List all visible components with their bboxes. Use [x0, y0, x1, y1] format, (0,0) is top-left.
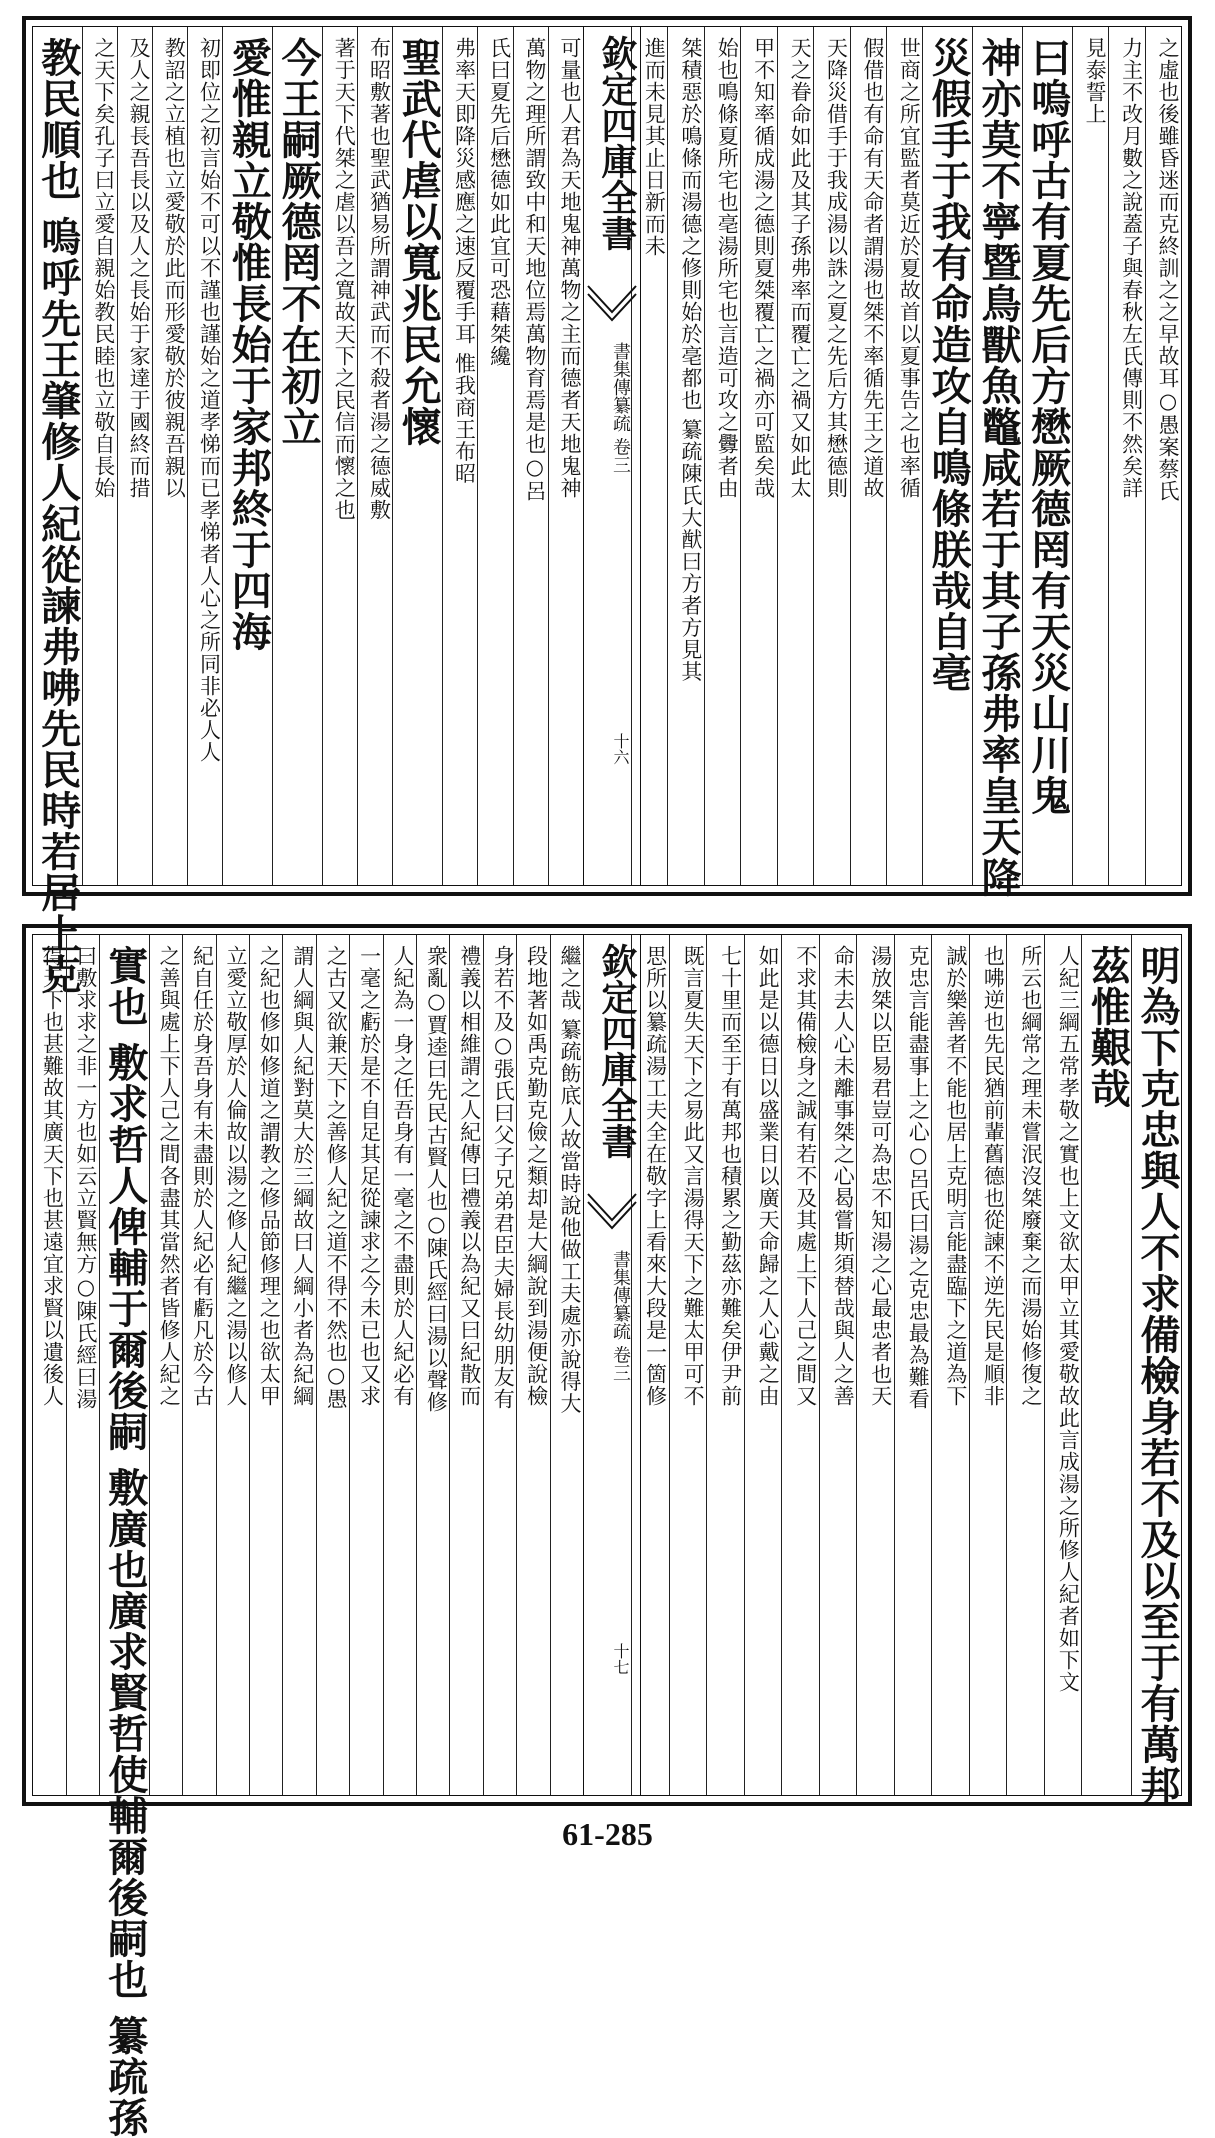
text-column: 得天下也甚難故其廣天下也甚遠宜求賢以遺後人	[40, 945, 65, 1407]
text-column: 及人之親長吾長以及人之長始于家達于國終而措	[117, 27, 152, 885]
text-column: 之虛也後雖昏迷而克終訓之之早故耳○愚案蔡氏	[1145, 27, 1181, 885]
text-column: 湯放桀以臣易君豈可為忠不知湯之心最忠者也天	[856, 935, 894, 1795]
text-column: 誠於樂善者不能也居上克明言能盡臨下之道為下	[931, 935, 969, 1795]
text-column: 人紀為一身之任吾身有一毫之不盡則於人紀必有	[383, 935, 416, 1795]
top-right-text-block	[631, 27, 1181, 898]
center-subtitle: 書集傳纂疏 卷三	[610, 1250, 631, 1382]
text-column: 如此是以德日以盛業日以廣天命歸之人心戴之由	[744, 935, 782, 1795]
text-column: 所云也綱常之理未嘗泯沒桀廢棄之而湯始修復之	[1006, 935, 1044, 1795]
text-column: 甲不知率循成湯之德則夏桀覆亡之禍亦可監矣哉	[740, 27, 776, 885]
text-column: 之紀也修如修道之謂教之修品節修理之也欲太甲	[249, 935, 282, 1795]
text-column: 一毫之虧於是不自足其足從諫求之今未已也又求	[349, 935, 382, 1795]
text-column: 繼之哉 纂疏飭底人故當時說他做工夫處亦說得大	[550, 935, 583, 1795]
text-column: 曰敷求求之非一方也如云立賢無方○陳氏經曰湯	[66, 935, 99, 1795]
text-column: 七十里而至于有萬邦也積累之勤茲亦難矣伊尹前	[706, 935, 744, 1795]
text-column: 命未去人心未離事桀之心曷嘗斯須替哉與人之善	[819, 935, 857, 1795]
center-subtitle: 書集傳纂疏 卷三	[610, 342, 631, 474]
page-footer-number: 61-285	[562, 1816, 653, 1852]
text-column: 愛惟親立敬惟長始于家邦終于四海	[222, 27, 272, 885]
center-title: 欽定四庫全書	[596, 35, 638, 251]
fish-tail-mark-icon	[584, 282, 640, 322]
bottom-left-text-block	[33, 935, 583, 2138]
text-column: 人紀三綱五常孝敬之實也上文欲太甲立其愛敬故此言成湯之所修人紀者如下文	[1044, 935, 1082, 1795]
text-column: 立愛立敬厚於人倫故以湯之修人紀繼之湯以修人	[216, 935, 249, 1795]
text-column: 禮義以相維謂之人紀傳曰禮義以為紀又曰紀散而	[449, 935, 482, 1795]
text-column: 神亦莫不寧暨鳥獸魚鼈咸若于其子孫弗率皇天降	[972, 27, 1022, 885]
text-column: 實也 敷求哲人俾輔于爾後嗣 敷廣也廣求賢哲使輔爾後嗣也 纂疏孫	[99, 935, 149, 1795]
text-column: 見泰誓上	[1072, 27, 1108, 885]
text-column: 段地著如禹克勤克儉之類却是大綱說到湯便說檢	[516, 935, 549, 1795]
text-column: 桀積惡於鳴條而湯德之修則始於亳都也 纂疏陳氏大猷曰方者方見其	[667, 27, 703, 885]
text-column: 天之眷命如此及其子孫弗率而覆亡之禍又如此太	[777, 27, 813, 885]
text-column: 初即位之初言始不可以不謹也謹始之道孝悌而已孝悌者人心之所同非必人人	[187, 27, 222, 885]
text-column: 既言夏失天下之易此又言湯得天下之難太甲可不	[669, 935, 707, 1795]
text-column: 克忠言能盡事上之心○呂氏曰湯之克忠最為難看	[894, 935, 932, 1795]
top-center-strip	[583, 27, 641, 885]
top-page	[22, 16, 1192, 995]
bottom-center-strip	[583, 935, 641, 1795]
text-column: 之古又欲兼天下之善修人紀之道不得不然也○愚	[316, 935, 349, 1795]
text-column: 災假手于我有命造攻自鳴條朕哉自亳	[922, 27, 972, 885]
text-column: 衆亂○賈逵曰先民古賢人也○陳氏經曰湯以聲修	[416, 935, 449, 1795]
text-column: 之天下矣孔子曰立愛自親始教民睦也立敬自長始	[82, 27, 117, 885]
text-column: 也咈逆也先民猶前輩舊德也從諫不逆先民是順非	[969, 935, 1007, 1795]
text-column: 不求其備檢身之誠有若不及其處上下人己之間又	[781, 935, 819, 1795]
text-column: 氏曰夏先后懋德如此宜可恐藉桀纔	[477, 27, 512, 885]
center-page-number: 十六	[611, 733, 630, 765]
text-column: 之善與處上下人己之間各盡其當然者皆修人紀之	[149, 935, 182, 1795]
text-column: 今王嗣厥德罔不在初立	[272, 27, 322, 885]
text-column: 聖武代虐以寬兆民允懷	[392, 27, 442, 885]
text-column: 思所以纂疏湯工夫全在敬字上看來大段是一箇修	[631, 935, 669, 1795]
text-column: 天降災借手于我成湯以誅之夏之先后方其懋德則	[813, 27, 849, 885]
text-column: 教民順也 嗚呼先王肇修人紀從諫弗咈先民時若居上克	[34, 37, 82, 995]
text-column: 謂人綱與人紀對莫大於三綱故曰人綱小者為紀綱	[282, 935, 315, 1795]
text-column: 萬物之理所謂致中和天地位焉萬物育焉是也○呂	[513, 27, 548, 885]
text-column: 可量也人君為天地鬼神萬物之主而德者天地鬼神	[548, 27, 583, 885]
fish-tail-mark-icon	[584, 1190, 640, 1230]
text-column: 身若不及○張氏曰父子兄弟君臣夫婦長幼朋友有	[483, 935, 516, 1795]
text-column: 弗率天即降災感應之速反覆手耳 惟我商王布昭	[442, 27, 477, 885]
text-column: 力主不改月數之說蓋子與春秋左氏傳則不然矣詳	[1108, 27, 1144, 885]
center-page-number: 十七	[611, 1643, 630, 1675]
center-title: 欽定四庫全書	[596, 943, 638, 1159]
text-column: 教詔之立植也立愛敬於此而形愛敬於彼親吾親以	[152, 27, 187, 885]
text-column: 明為下克忠與人不求備檢身若不及以至于有萬邦	[1131, 935, 1181, 1795]
text-column: 世商之所宜監者莫近於夏故首以夏事告之也率循	[886, 27, 922, 885]
top-page-frame	[32, 26, 1182, 995]
top-left-text-block	[33, 27, 583, 995]
text-column: 布昭敷著也聖武猶易所謂神武而不殺者湯之德威敷	[357, 27, 392, 885]
text-column: 著于天下代桀之虐以吾之寬故天下之民信而懷之也	[322, 27, 357, 885]
text-column: 假借也有命有天命者謂湯也桀不率循先王之道故	[850, 27, 886, 885]
text-column: 進而未見其止日新而未	[631, 27, 667, 885]
text-column: 茲惟艱哉	[1081, 935, 1131, 1795]
bottom-right-text-block	[631, 935, 1181, 1806]
text-column: 始也鳴條夏所宅也亳湯所宅也言造可攻之釁者由	[704, 27, 740, 885]
text-column: 曰嗚呼古有夏先后方懋厥德罔有天災山川鬼	[1022, 27, 1072, 885]
text-column: 紀自任於身吾身有未盡則於人紀必有虧凡於今古	[182, 935, 215, 1795]
